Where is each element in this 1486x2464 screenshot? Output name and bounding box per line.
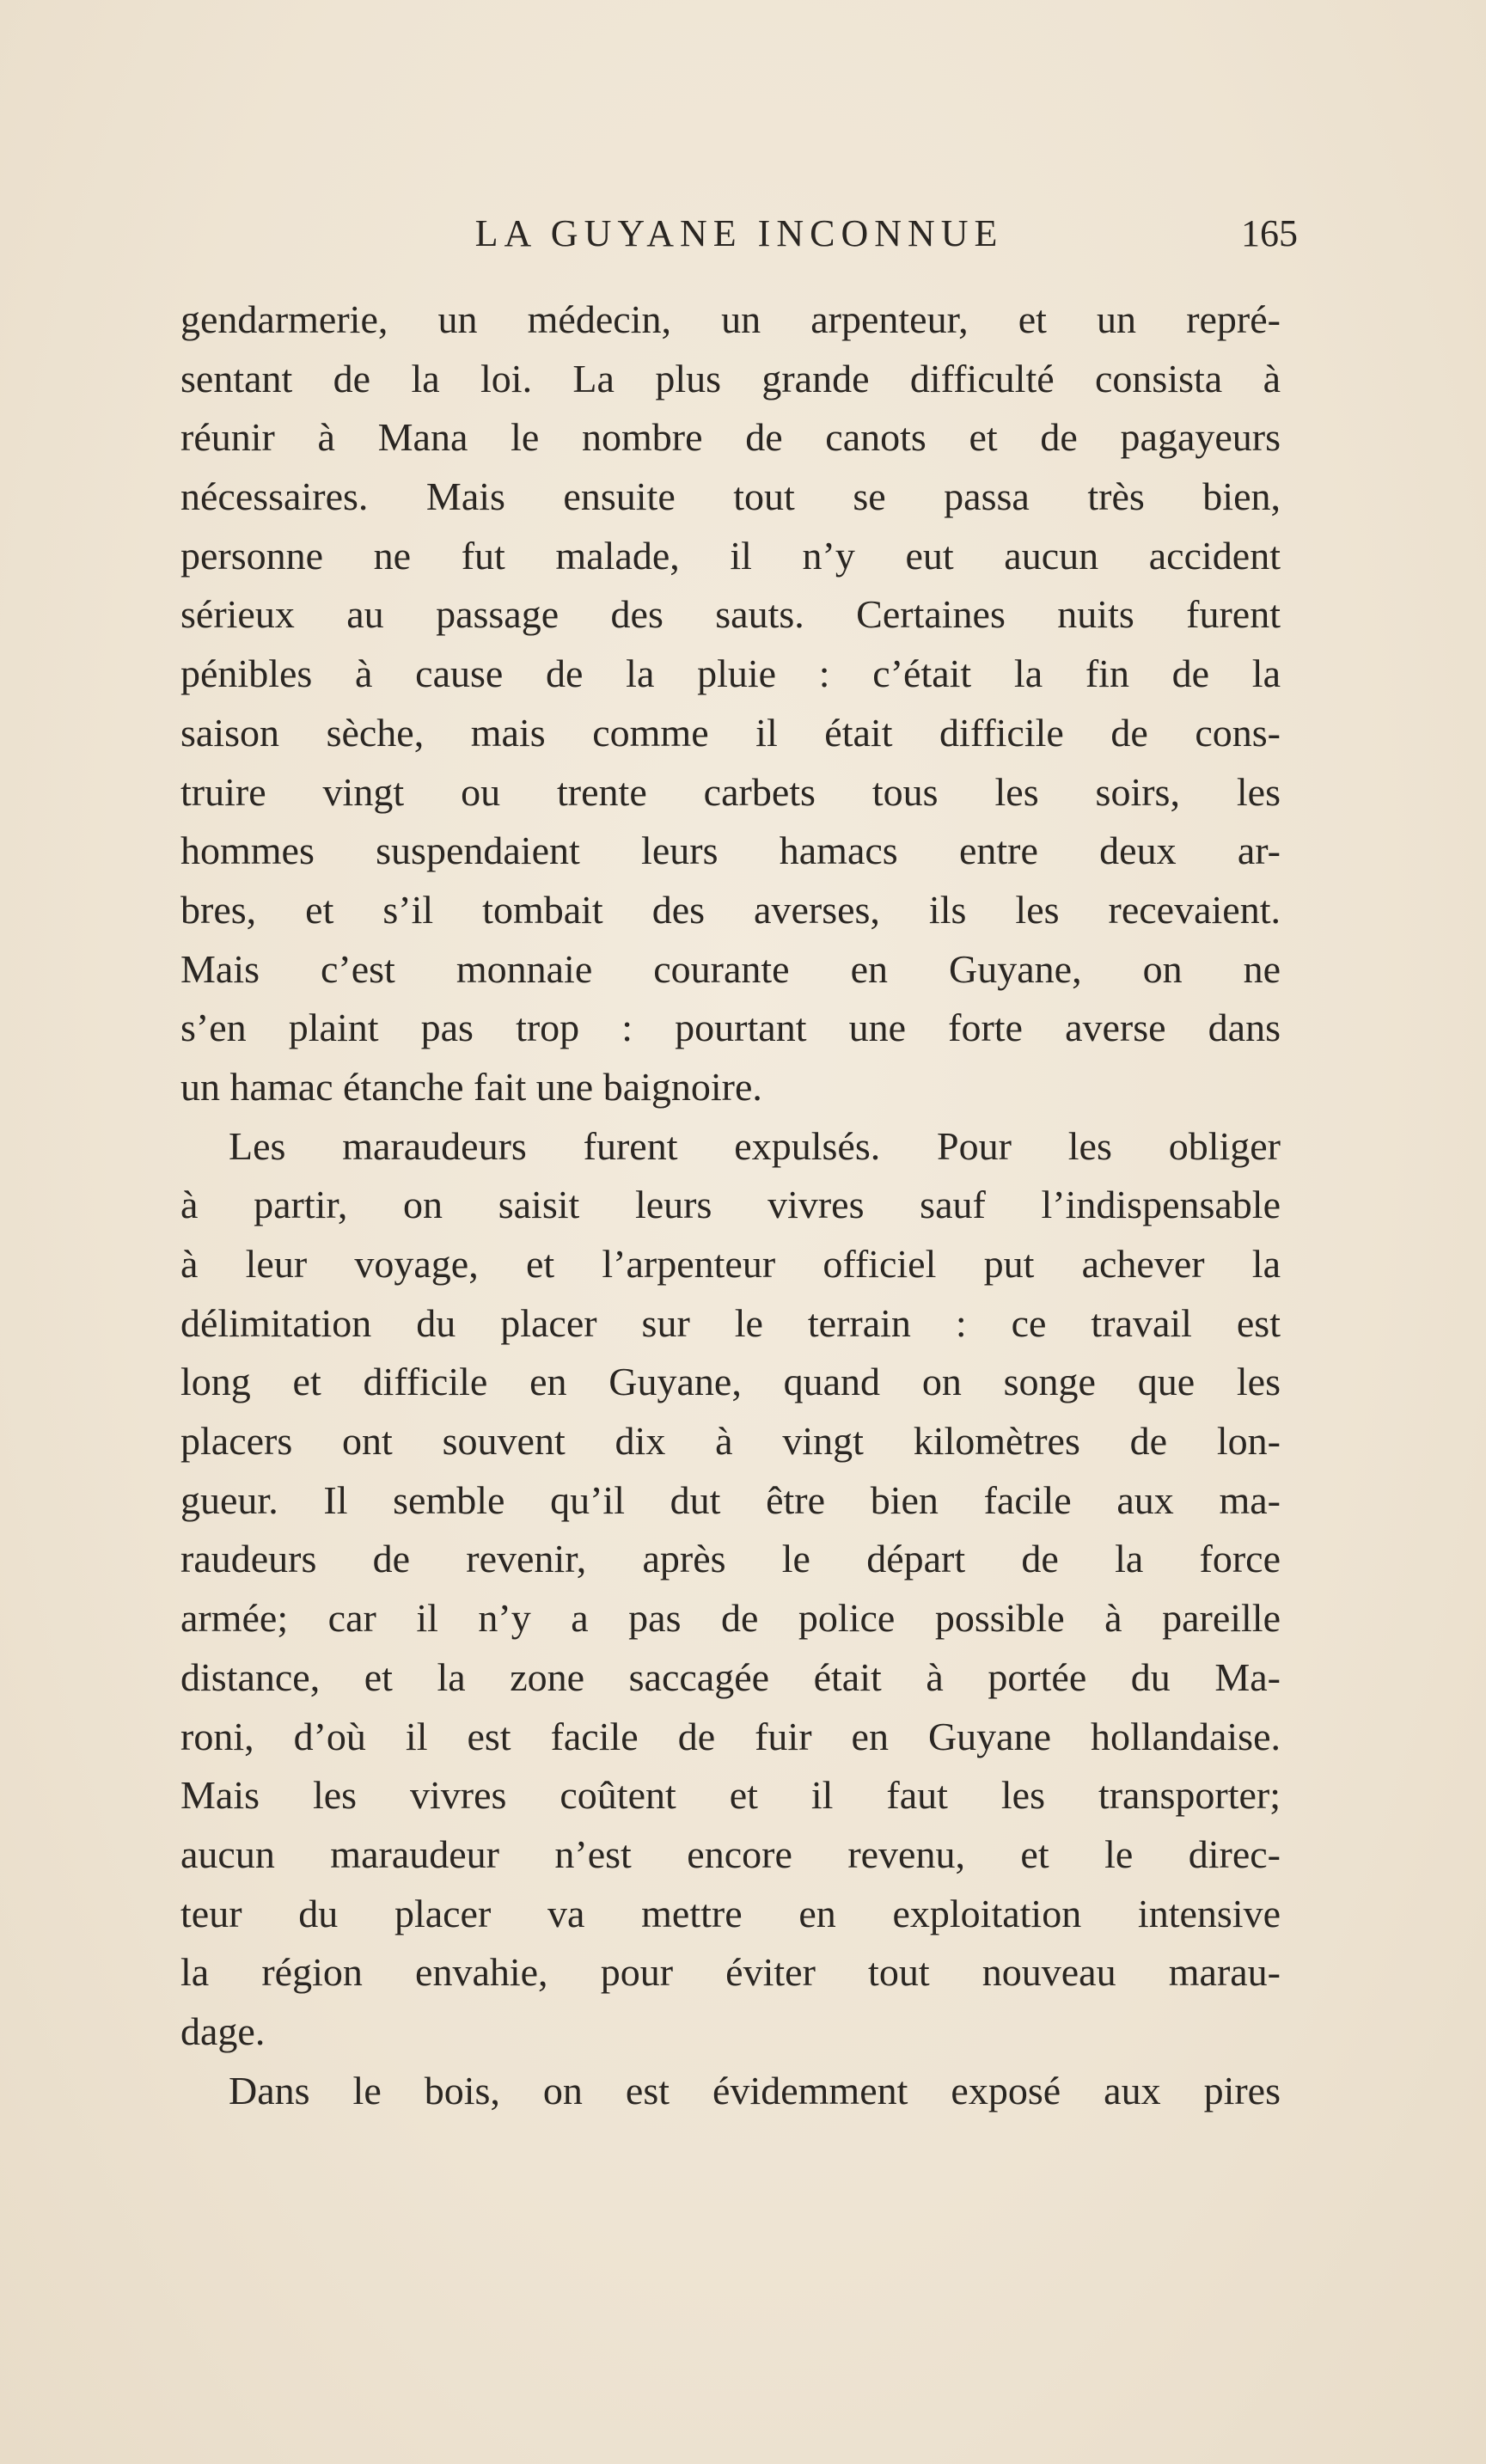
- text-line: à partir, on saisit leurs vivres sauf l’indispensable: [180, 1183, 1281, 1227]
- text-line: un hamac étanche fait une baignoire.: [180, 1064, 762, 1109]
- text-line: saison sèche, mais comme il était difficile de cons-: [180, 710, 1281, 755]
- text-line: sérieux au passage des sauts. Certaines nuits furent: [180, 592, 1281, 637]
- body-text: [180, 290, 1281, 2120]
- running-title: LA GUYANE INCONNUE: [474, 212, 1004, 254]
- text-line: truire vingt ou trente carbets tous les soirs, les: [180, 769, 1281, 814]
- text-line: long et difficile en Guyane, quand on songe que les: [180, 1360, 1281, 1404]
- text-line: distance, et la zone saccagée était à portée du Ma-: [180, 1654, 1281, 1699]
- text-line: à leur voyage, et l’arpenteur officiel put achever la: [180, 1242, 1281, 1286]
- text-line: nécessaires. Mais ensuite tout se passa très bien,: [180, 474, 1281, 519]
- text-line: pénibles à cause de la pluie : c’était la fin de la: [180, 651, 1281, 696]
- text-line: dage.: [180, 2008, 266, 2053]
- text-line: raudeurs de revenir, après le départ de la force: [180, 1537, 1281, 1581]
- text-line: personne ne fut malade, il n’y eut aucun accident: [180, 533, 1281, 578]
- text-line: délimitation du placer sur le terrain : ce travail est: [180, 1300, 1281, 1345]
- text-line: Mais c’est monnaie courante en Guyane, on ne: [180, 946, 1281, 991]
- text-line: sentant de la loi. La plus grande difficulté consista à: [180, 356, 1281, 400]
- text-line: Les maraudeurs furent expulsés. Pour les obliger: [229, 1123, 1281, 1168]
- text-line: gueur. Il semble qu’il dut être bien facile aux ma-: [180, 1477, 1281, 1522]
- text-line: teur du placer va mettre en exploitation intensive: [180, 1891, 1281, 1935]
- text-line: Dans le bois, on est évidemment exposé aux pires: [229, 2068, 1281, 2112]
- text-line: roni, d’où il est facile de fuir en Guyane hollandaise.: [180, 1714, 1281, 1758]
- text-line: s’en plaint pas trop : pourtant une forte averse dans: [180, 1006, 1281, 1050]
- text-line: bres, et s’il tombait des averses, ils les recevaient.: [180, 887, 1281, 932]
- text-line: réunir à Mana le nombre de canots et de pagayeurs: [180, 415, 1281, 460]
- text-line: la région envahie, pour éviter tout nouveau marau-: [180, 1950, 1281, 1995]
- text-line: aucun maraudeur n’est encore revenu, et le direc-: [180, 1831, 1281, 1876]
- text-line: armée; car il n’y a pas de police possible à pareille: [180, 1596, 1281, 1641]
- page-header: [180, 208, 1298, 260]
- text-line: hommes suspendaient leurs hamacs entre deux ar-: [180, 828, 1281, 873]
- text-line: placers ont souvent dix à vingt kilomètres de lon-: [180, 1419, 1281, 1464]
- text-line: Mais les vivres coûtent et il faut les transporter;: [180, 1773, 1281, 1818]
- page-number: 165: [1241, 212, 1298, 254]
- text-line: gendarmerie, un médecin, un arpenteur, et un repré-: [180, 297, 1281, 341]
